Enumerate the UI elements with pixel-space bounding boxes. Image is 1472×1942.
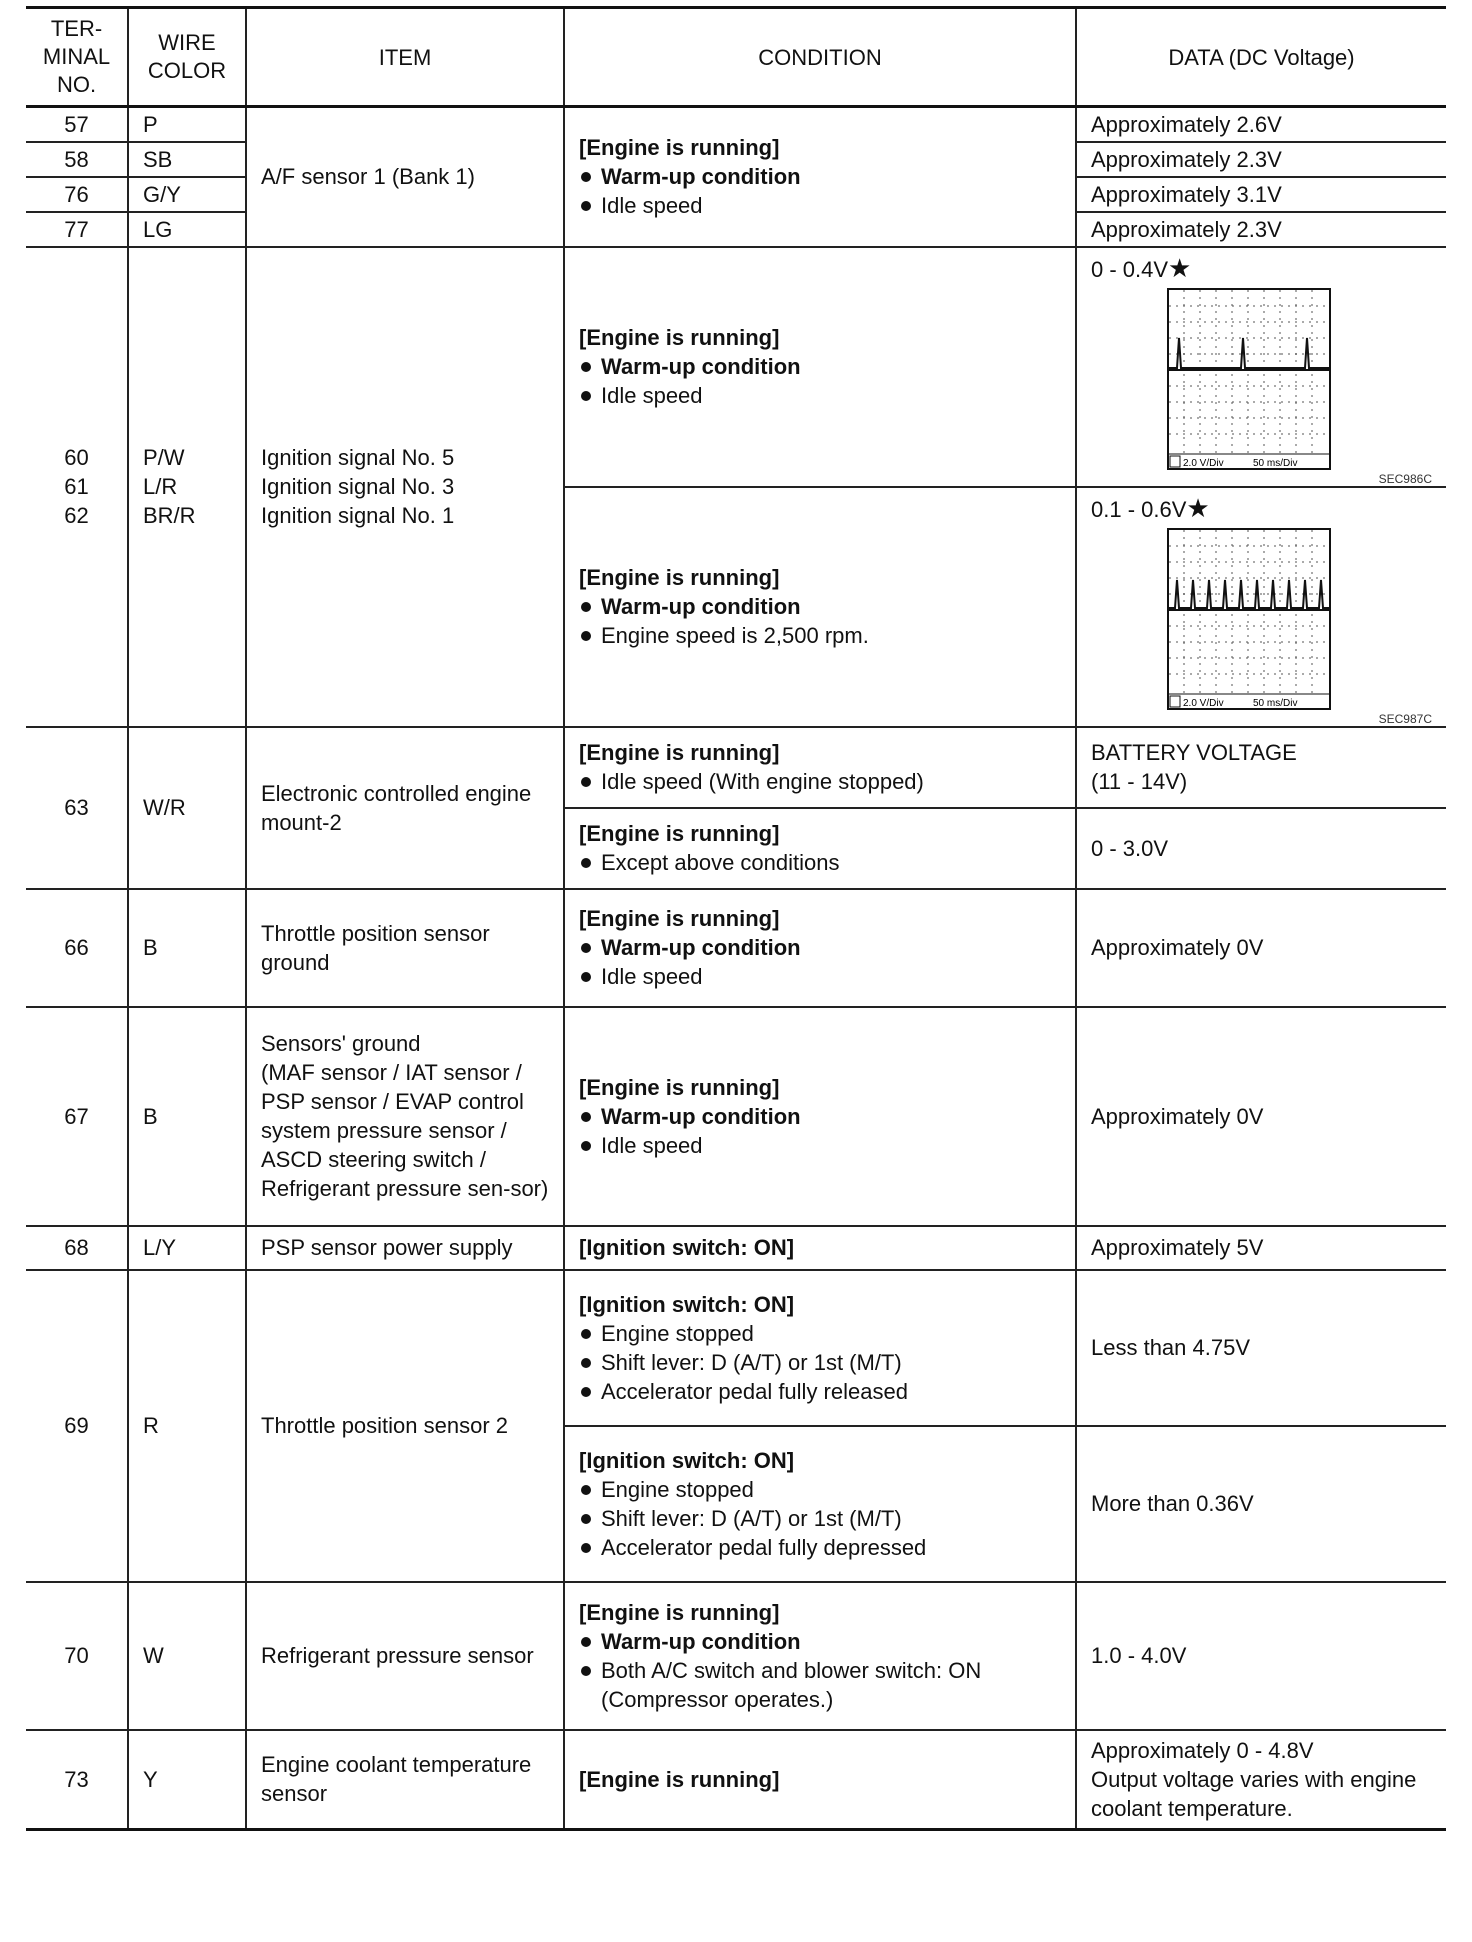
star-icon: ★ [1186, 492, 1210, 523]
table-row [26, 107, 1446, 142]
condition-bullet: Engine speed is 2,500 rpm. [601, 623, 869, 648]
condition-title: [Engine is running] [579, 1599, 780, 1625]
condition-bullet: Idle speed [601, 193, 703, 219]
condition-bullet: Except above conditions [601, 850, 840, 875]
wire-color: R [128, 1270, 246, 1582]
table-row [26, 889, 1446, 1007]
header-terminal: TER- MINAL NO. [26, 8, 128, 107]
condition-bullet: Warm-up condition [601, 354, 801, 379]
bullet-icon [581, 1637, 591, 1647]
terminal-no: 77 [26, 212, 128, 247]
item-cell: Throttle position sensor 2 [246, 1270, 564, 1582]
header-wire-color: WIRE COLOR [128, 8, 246, 107]
terminal-no: 76 [26, 177, 128, 212]
wire-color: SB [128, 142, 246, 177]
condition-title: [Ignition switch: ON] [579, 1291, 795, 1317]
table-row [26, 1270, 1446, 1426]
bullet-icon [581, 172, 591, 182]
condition-title: [Ignition switch: ON] [564, 1226, 1076, 1270]
time-scale-label: 50 ms/Div [1253, 457, 1298, 469]
terminal-no: 57 [26, 107, 128, 142]
terminal-no: 66 [26, 889, 128, 1007]
wire-color: B [128, 1007, 246, 1226]
table-row [26, 1582, 1446, 1730]
condition-cell [564, 889, 1076, 1007]
voltage-value: 0.1 - 0.6V [1091, 496, 1187, 522]
condition-bullet: Both A/C switch and blower switch: ON (Compressor operates.) [601, 1657, 982, 1712]
volt-scale-label: 2.0 V/Div [1183, 697, 1224, 709]
data-cell [1076, 487, 1446, 727]
oscilloscope-waveform-2500rpm [1167, 528, 1331, 710]
bullet-icon [581, 362, 591, 372]
condition-bullet: Warm-up condition [601, 594, 801, 619]
table-row [26, 727, 1446, 808]
bullet-icon [581, 1666, 591, 1676]
wire-color: B [128, 889, 246, 1007]
condition-cell [564, 1007, 1076, 1226]
item-cell: Ignition signal No. 5 Ignition signal No. 3 Ignition signal No. 1 [246, 247, 564, 727]
oscilloscope-waveform-idle [1167, 288, 1331, 470]
condition-bullet: Accelerator pedal fully released [601, 1378, 908, 1404]
condition-title: [Engine is running] [579, 1074, 780, 1100]
bullet-icon [581, 1387, 591, 1397]
item-cell: Sensors' ground (MAF sensor / IAT sensor / PSP sensor / EVAP control system pressure sensor / ASCD steering switch / Refrigerant pressure sen-sor) [246, 1007, 564, 1226]
wire-color: LG [128, 212, 246, 247]
bullet-icon [581, 943, 591, 953]
condition-bullet: Warm-up condition [601, 935, 801, 960]
bullet-icon [581, 1514, 591, 1524]
condition-title: [Engine is running] [579, 325, 780, 350]
figure-reference: SEC986C [1378, 471, 1432, 486]
item-cell: Engine coolant temperature sensor [246, 1730, 564, 1830]
condition-bullet: Shift lever: D (A/T) or 1st (M/T) [601, 1505, 902, 1531]
condition-bullet: Idle speed [601, 964, 703, 989]
condition-bullet: Idle speed [601, 1132, 703, 1158]
bullet-icon [581, 1485, 591, 1495]
data-cell: Approximately 2.6V [1076, 107, 1446, 142]
condition-cell [564, 727, 1076, 808]
condition-bullet: Accelerator pedal fully depressed [601, 1534, 927, 1560]
terminal-no: 69 [26, 1270, 128, 1582]
wire-color: P [128, 107, 246, 142]
condition-cell [564, 1426, 1076, 1582]
terminal-no: 58 [26, 142, 128, 177]
time-scale-label: 50 ms/Div [1253, 697, 1298, 709]
condition-title: [Engine is running] [579, 740, 780, 765]
condition-title: [Engine is running] [579, 565, 780, 590]
condition-bullet: Warm-up condition [601, 1103, 801, 1129]
header-row [26, 8, 1446, 107]
wire-color: G/Y [128, 177, 246, 212]
condition-cell [564, 487, 1076, 727]
terminal-no: 67 [26, 1007, 128, 1226]
wire-color: L/Y [128, 1226, 246, 1270]
header-item: ITEM [246, 8, 564, 107]
condition-bullet: Engine stopped [601, 1320, 754, 1346]
bullet-icon [581, 602, 591, 612]
data-cell: Approximately 0V [1076, 1007, 1446, 1226]
condition-cell [564, 1270, 1076, 1426]
bullet-icon [581, 391, 591, 401]
volt-scale-label: 2.0 V/Div [1183, 457, 1224, 469]
item-cell: A/F sensor 1 (Bank 1) [246, 107, 564, 247]
table-row [26, 1226, 1446, 1270]
table-row [26, 1007, 1446, 1226]
item-cell: Refrigerant pressure sensor [246, 1582, 564, 1730]
bullet-icon [581, 858, 591, 868]
condition-cell [564, 808, 1076, 889]
data-cell: More than 0.36V [1076, 1426, 1446, 1582]
condition-title: [Engine is running] [579, 821, 780, 846]
bullet-icon [581, 777, 591, 787]
terminal-no: 73 [26, 1730, 128, 1830]
star-icon: ★ [1168, 252, 1192, 283]
condition-bullet: Idle speed (With engine stopped) [601, 769, 924, 794]
bullet-icon [581, 201, 591, 211]
wire-color: W/R [128, 727, 246, 889]
bullet-icon [581, 1358, 591, 1368]
data-cell: Approximately 2.3V [1076, 142, 1446, 177]
bullet-icon [581, 1329, 591, 1339]
data-cell [1076, 247, 1446, 487]
terminal-no: 70 [26, 1582, 128, 1730]
condition-bullet: Engine stopped [601, 1476, 754, 1502]
condition-title: [Engine is running] [579, 906, 780, 931]
terminal-no: 60 61 62 [26, 247, 128, 727]
wire-color: W [128, 1582, 246, 1730]
terminal-no: 63 [26, 727, 128, 889]
terminal-no: 68 [26, 1226, 128, 1270]
condition-bullet: Shift lever: D (A/T) or 1st (M/T) [601, 1349, 902, 1375]
condition-cell [564, 247, 1076, 487]
data-cell: 0 - 3.0V [1076, 808, 1446, 889]
ecm-terminal-table [26, 6, 1446, 1831]
data-cell: 1.0 - 4.0V [1076, 1582, 1446, 1730]
condition-cell [564, 107, 1076, 247]
condition-bullet: Warm-up condition [601, 164, 801, 190]
condition-bullet: Idle speed [601, 383, 703, 408]
condition-title: [Engine is running] [579, 135, 780, 161]
wire-color: Y [128, 1730, 246, 1830]
header-data: DATA (DC Voltage) [1076, 8, 1446, 107]
item-cell: PSP sensor power supply [246, 1226, 564, 1270]
data-cell: Approximately 0V [1076, 889, 1446, 1007]
header-condition: CONDITION [564, 8, 1076, 107]
data-cell: Less than 4.75V [1076, 1270, 1446, 1426]
data-cell: Approximately 3.1V [1076, 177, 1446, 212]
data-cell: Approximately 2.3V [1076, 212, 1446, 247]
item-cell: Throttle position sensor ground [246, 889, 564, 1007]
condition-title: [Engine is running] [564, 1730, 1076, 1830]
bullet-icon [581, 1543, 591, 1553]
data-cell: Approximately 5V [1076, 1226, 1446, 1270]
table-row [26, 247, 1446, 487]
bullet-icon [581, 1112, 591, 1122]
bullet-icon [581, 1141, 591, 1151]
condition-bullet: Warm-up condition [601, 1628, 801, 1654]
item-cell: Electronic controlled engine mount-2 [246, 727, 564, 889]
data-cell: BATTERY VOLTAGE (11 - 14V) [1076, 727, 1446, 808]
condition-cell [564, 1582, 1076, 1730]
condition-title: [Ignition switch: ON] [579, 1447, 795, 1473]
bullet-icon [581, 972, 591, 982]
bullet-icon [581, 631, 591, 641]
data-cell: Approximately 0 - 4.8V Output voltage varies with engine coolant temperature. [1076, 1730, 1446, 1830]
voltage-value: 0 - 0.4V [1091, 256, 1169, 282]
table-row [26, 1730, 1446, 1830]
figure-reference: SEC987C [1378, 711, 1432, 726]
wire-color: P/W L/R BR/R [128, 247, 246, 727]
